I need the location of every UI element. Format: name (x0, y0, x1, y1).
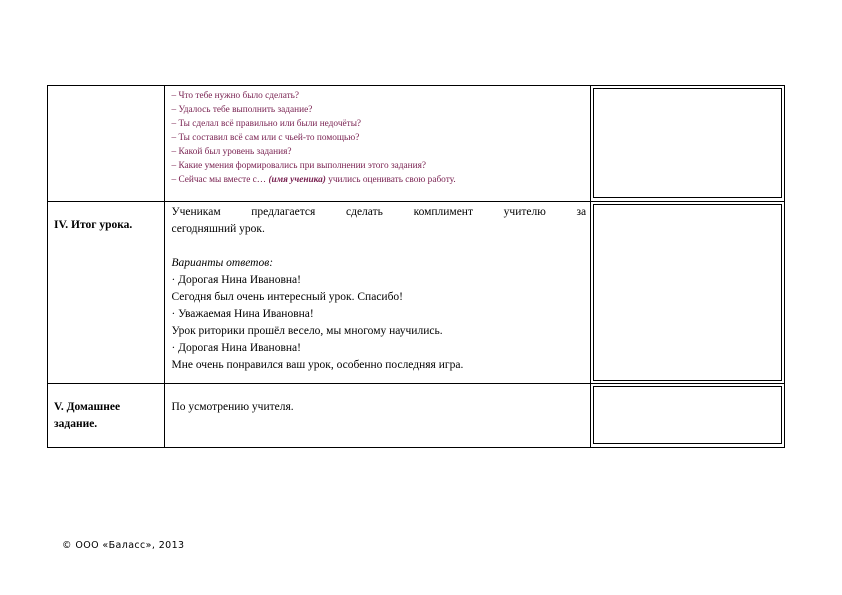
answer-line: Сегодня был очень интересный урок. Спасибо! (171, 291, 404, 303)
notes-box (593, 88, 782, 198)
stage-title-line: V. Домашнее (54, 401, 121, 413)
question-item: – Ты сделал всё правильно или были недочёты? (171, 119, 362, 129)
question-item: – Какой был уровень задания? (171, 147, 292, 157)
notes-cell (591, 202, 785, 384)
question-text: учились оценивать свою работу. (325, 175, 456, 185)
question-item: – Что тебе нужно было сделать? (171, 91, 300, 101)
answer-line: Мне очень понравился ваш урок, особенно последняя игра. (171, 359, 464, 371)
stage-content (165, 202, 590, 380)
intro-word: комплимент (413, 206, 473, 218)
homework-text: По усмотрению учителя. (171, 401, 294, 413)
stage-cell (48, 384, 165, 448)
variants-title: Варианты ответов: (171, 257, 274, 269)
stage-title: IV. Итог урока. (54, 219, 133, 231)
lesson-plan-table (47, 85, 785, 448)
stage-title (48, 384, 164, 433)
intro-word: за (576, 206, 587, 218)
copyright-footer: © ООО «Баласс», 2013 (62, 540, 185, 551)
question-item: – Какие умения формировались при выполнении этого задания? (171, 161, 426, 171)
answer-line: · Дорогая Нина Ивановна! (171, 342, 301, 354)
intro-word: учителю (503, 206, 546, 218)
table-row (48, 384, 785, 448)
answer-line: Урок риторики прошёл весело, мы многому научились. (171, 325, 443, 337)
stage-cell (48, 202, 165, 384)
answer-line: · Уважаемая Нина Ивановна! (171, 308, 314, 320)
answer-line: · Дорогая Нина Ивановна! (171, 274, 301, 286)
stage-content-cell (165, 384, 591, 448)
student-name-placeholder: (имя ученика) (268, 175, 326, 185)
table-row (48, 202, 785, 384)
question-text: – Сейчас мы вместе с… (171, 175, 269, 185)
notes-cell (591, 384, 785, 448)
stage-cell-empty (48, 86, 165, 202)
notes-box (593, 204, 782, 381)
table-row (48, 86, 785, 202)
notes-box (593, 386, 782, 444)
question-item: – Удалось тебе выполнить задание? (171, 105, 313, 115)
stage-content-cell (165, 202, 591, 384)
question-list (165, 86, 590, 191)
question-item-last (171, 173, 590, 187)
intro-word: сделать (346, 206, 383, 218)
question-item: – Ты составил всё сам или с чьей-то помощью? (171, 133, 360, 143)
notes-cell (591, 86, 785, 202)
self-assessment-questions-cell (165, 86, 591, 202)
stage-title-line: задание. (54, 418, 98, 430)
intro-line: сегодняшний урок. (171, 223, 265, 235)
intro-line (171, 204, 586, 221)
intro-word: Ученикам (171, 206, 221, 218)
intro-word: предлагается (251, 206, 316, 218)
